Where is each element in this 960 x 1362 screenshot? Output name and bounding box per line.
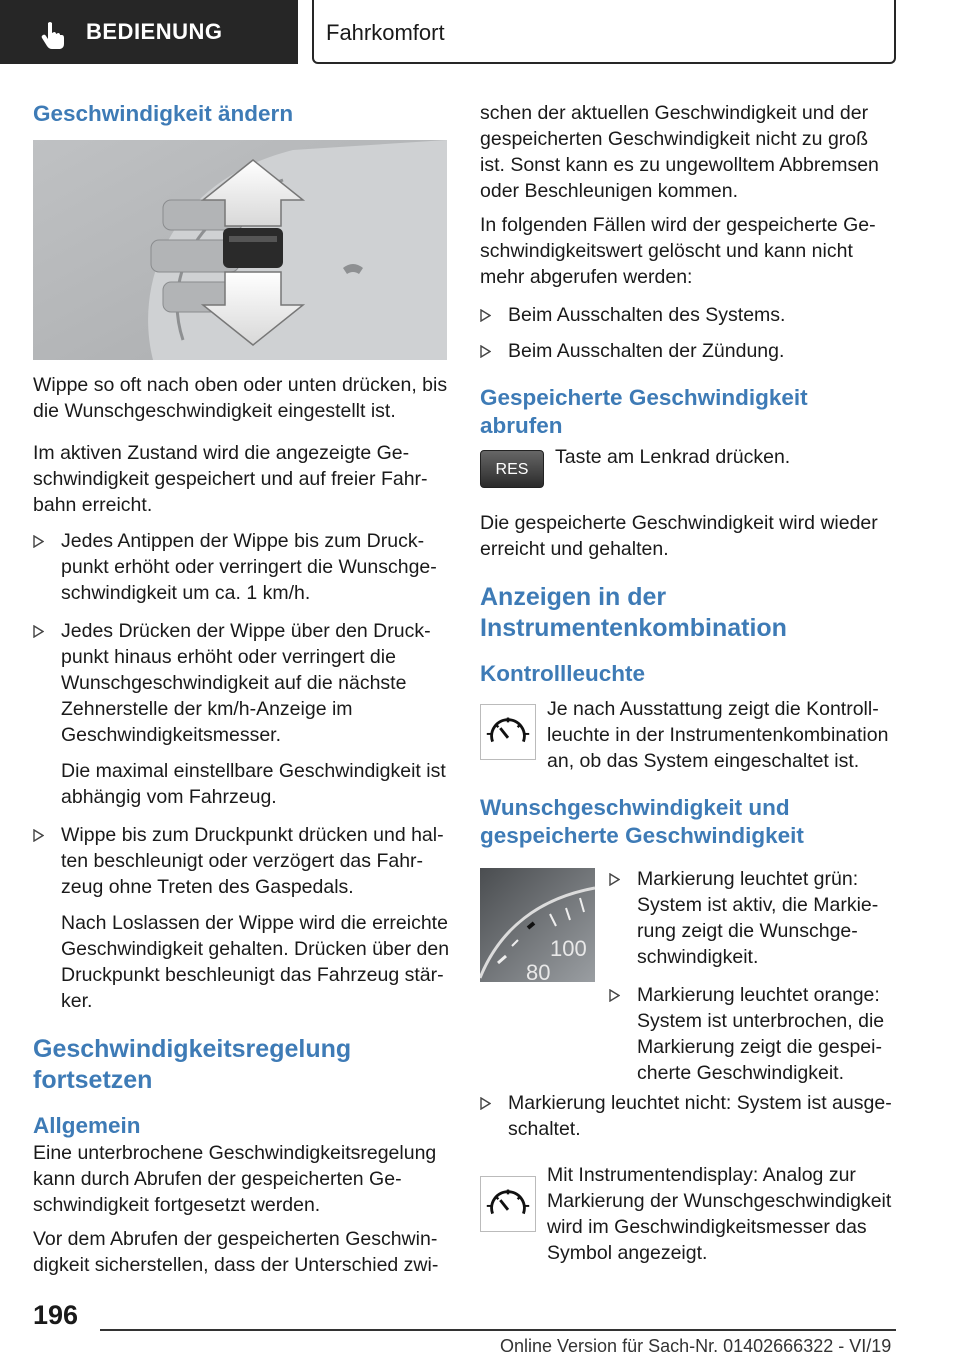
list-item [33,618,451,810]
heading-general: Allgemein [33,1113,141,1138]
bullet-triangle-icon [33,625,44,638]
bullet-triangle-icon [480,345,491,358]
paragraph: Eine unterbrochene Geschwindigkeitsregelung kann durch Abrufen der gespeicherten Geschwindigkeit fortgesetzt werden. [33,1142,437,1216]
left-column [33,100,451,1278]
list-item [609,866,896,970]
speedometer-gauge-image [480,868,595,982]
list-item [480,1090,896,1142]
chapter-label: Fahrkomfort [326,20,445,45]
gauge-label-80: 80 [526,960,551,982]
bullet-triangle-icon [33,535,44,548]
list-item-text: Beim Ausschalten der Zündung. [508,340,785,362]
heading-resume-control: Geschwindigkeitsregelung fortsetzen [33,1035,352,1094]
indicator-row [480,696,896,774]
list-item-text: Beim Ausschalten des Systems. [508,304,786,326]
bullet-triangle-icon [480,1097,491,1110]
heading-change-speed: Geschwindigkeit ändern [33,101,294,126]
gauge-row [480,866,896,1090]
hand-pointer-icon [38,20,68,50]
paragraph: Wippe so oft nach oben oder unten drücken, bis die Wunschgeschwindigkeit eingestellt ist. [33,374,448,422]
bullet-triangle-icon [480,309,491,322]
list-item-text: Jedes Drücken der Wippe über den Druckpunkt hinaus erhöht oder verringert die Wunschgeschwindigkeit auf die nächste Zehnerstelle der km/h-Anzeige im Geschwindigkeitsmesser. [61,620,431,746]
bullet-triangle-icon [609,989,620,1002]
page-number: 196 [33,1300,79,1330]
bullet-triangle-icon [33,829,44,842]
list-item [480,302,896,328]
chapter-header [312,0,896,64]
gauge-label-100: 100 [550,936,587,961]
online-version-note: Online Version für Sach-Nr. 01402666322 - VI/19 [500,1336,892,1356]
instrument-display-row [480,1162,896,1266]
speedometer-indicator-icon [480,704,536,760]
section-tab[interactable] [0,0,298,64]
heading-recall-stored: Gespeicherte Geschwindigkeit abrufen [480,385,808,438]
list-item [33,528,451,606]
list-item-text: Markierung leuchtet orange: System ist unterbrochen, die Markierung zeigt die gespeicherte Geschwindigkeit. [637,984,885,1084]
footer-divider [100,1329,896,1331]
list-item-text: Wippe bis zum Druckpunkt drücken und halten beschleunigt oder verzögert das Fahrzeug ohne Treten des Gaspedals. [61,824,444,898]
list-item-text: Jedes Antippen der Wippe bis zum Druckpunkt erhöht oder verringert die Wunschgeschwindigkeit um ca. 1 km/h. [61,530,437,604]
list-item [33,822,451,1014]
paragraph: Im aktiven Zustand wird die angezeigte Geschwindigkeit gespeichert und auf freier Fahrbahn erreicht. [33,442,428,516]
heading-instrument-display: Anzeigen in der Instrumentenkombination [480,583,787,642]
heading-indicator-light: Kontrollleuchte [480,661,646,686]
bullet-triangle-icon [609,873,620,886]
list-item [480,338,896,364]
res-button-row [480,444,896,506]
list-item-text: Markierung leuchtet grün: System ist aktiv, die Markierung zeigt die Wunschgeschwindigkeit. [637,868,879,968]
list-item-note: Die maximal einstellbare Geschwindigkeit ist abhängig vom Fahrzeug. [61,760,446,808]
section-label: BEDIENUNG [86,19,223,44]
list-item-note: Nach Loslassen der Wippe wird die erreichte Geschwindigkeit gehalten. Drücken über den Druckpunkt beschleunigt das Fahrzeug stärker. [61,912,450,1012]
paragraph: Die gespeicherte Geschwindigkeit wird wieder erreicht und gehalten. [480,512,878,560]
instrument-display-description: Mit Instrumentendisplay: Analog zur Markierung der Wunschgeschwindigkeit wird im Geschwindigkeitsmesser das Symbol angezeigt. [547,1164,892,1264]
list-item-text: Markierung leuchtet nicht: System ist ausgeschaltet. [508,1092,892,1140]
indicator-description: Je nach Ausstattung zeigt die Kontrollleuchte in der Instrumentenkombination an, ob das System eingeschaltet ist. [547,698,889,772]
steering-wheel-rocker-image [33,140,447,360]
res-instruction: Taste am Lenkrad drücken. [555,446,791,468]
paragraph: Vor dem Abrufen der gespeicherten Geschwindigkeit sicherstellen, dass der Unterschied zwi- [33,1228,439,1276]
heading-desired-stored-speed: Wunschgeschwindigkeit und gespeicherte Geschwindigkeit [480,795,804,848]
paragraph: schen der aktuellen Geschwindigkeit und der gespeicherten Geschwindigkeit nicht zu groß ist. Sonst kann es zu ungewolltem Abbremsen oder Beschleunigen kommen. [480,102,879,202]
paragraph: In folgenden Fällen wird der gespeicherte Geschwindigkeitswert gelöscht und kann nicht mehr abgerufen werden: [480,214,876,288]
speedometer-indicator-icon [480,1176,536,1232]
list-item [609,982,896,1086]
right-column [480,100,896,1266]
res-button-icon: RES [480,450,544,488]
